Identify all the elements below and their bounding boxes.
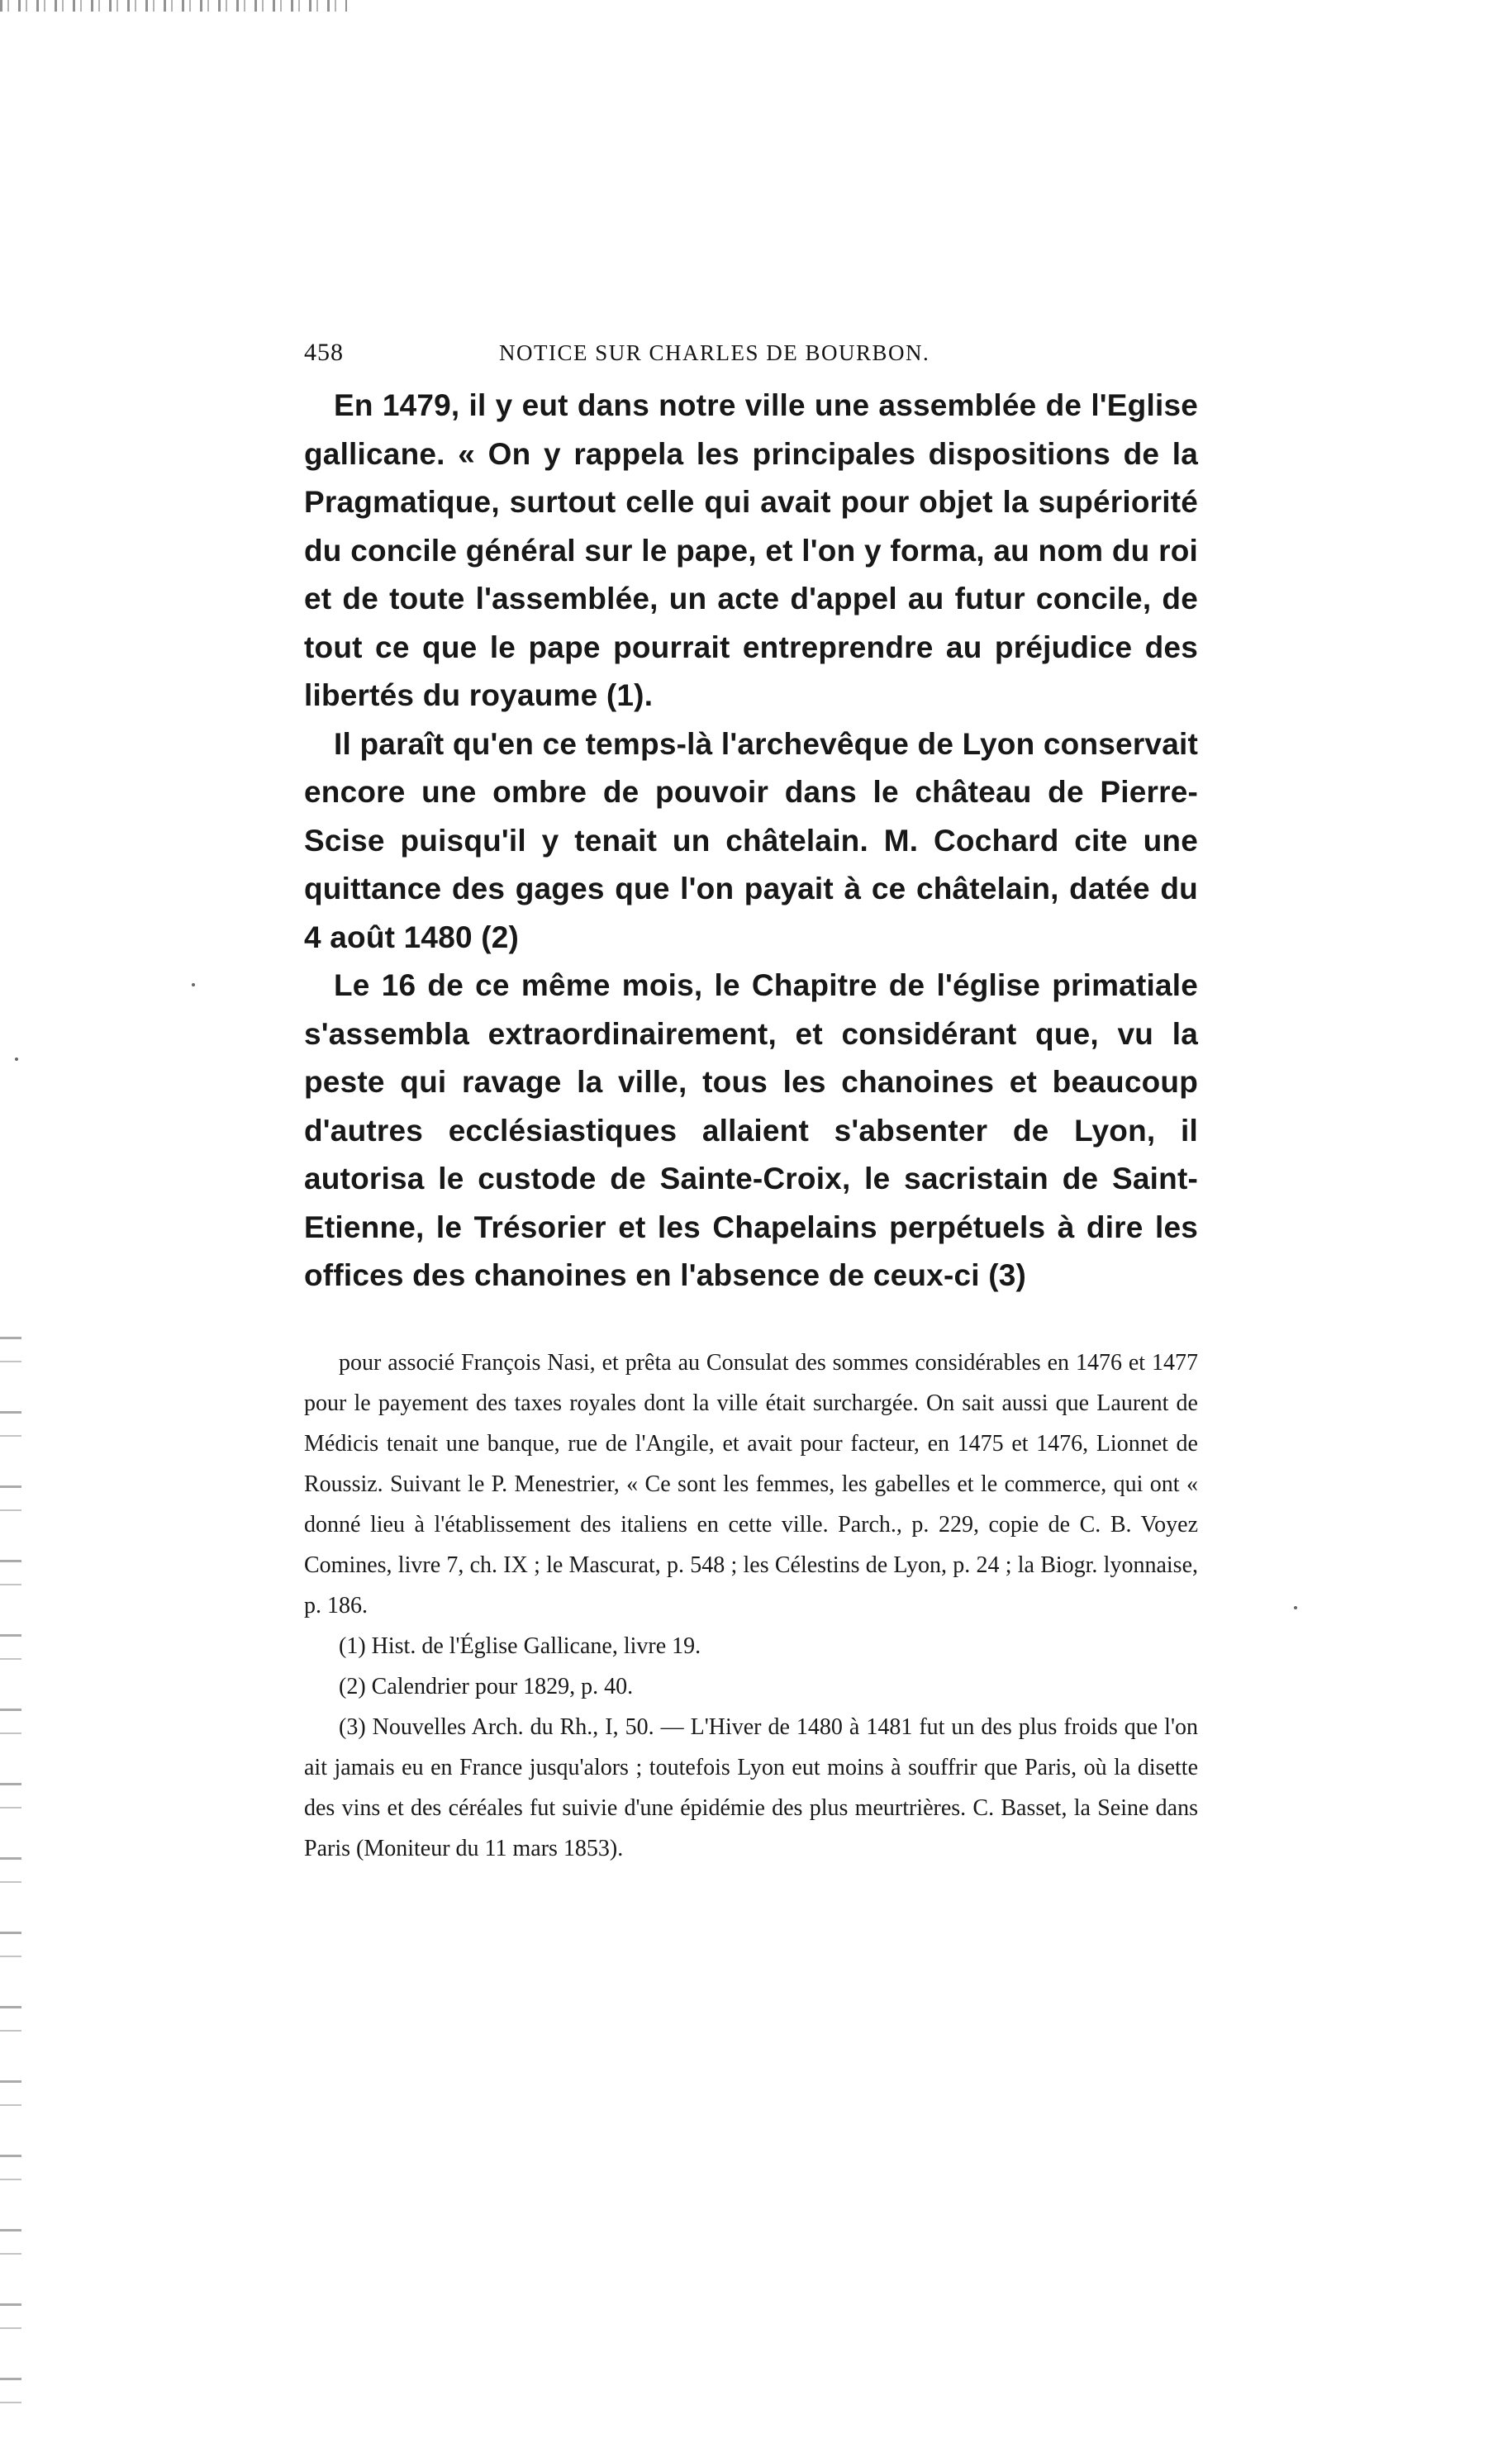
footnotes bbox=[304, 1343, 1198, 1869]
footnote-2: (2) Calendrier pour 1829, p. 40. bbox=[339, 1674, 634, 1699]
page-number: 458 bbox=[304, 339, 344, 366]
footnote-3: (3) Nouvelles Arch. du Rh., I, 50. — L'Hiver de 1480 à 1481 fut un des plus froids que l'on ait jamais eu en France jusqu'alors ; toutefois Lyon eut moins à souffrir que Paris, où la disette des vins et des céréales fut suivie d'une épidémie des plus meurtrières. C. Basset, la Seine dans Paris (Moniteur du 11 mars 1853). bbox=[304, 1714, 1198, 1861]
scan-noise-binding-edge bbox=[0, 1322, 21, 2429]
footnote-continuation: pour associé François Nasi, et prêta au Consulat des sommes considérables en 1476 et 1477 pour le payement des taxes royales dont la ville était surchargée. On sait aussi que Laurent de Médicis tenait une banque, rue de l'Angile, et avait pour facteur, en 1475 et 1476, Lionnet de Roussiz. Suivant le P. Menestrier, « Ce sont les femmes, les gabelles et le commerce, qui ont « donné lieu à l'établissement des italiens en cette ville. Parch., p. 229, copie de C. B. Voyez Comines, livre 7, ch. IX ; le Mascurat, p. 548 ; les Célestins de Lyon, p. 24 ; la Biogr. lyonnaise, p. 186. bbox=[304, 1350, 1198, 1618]
paragraph: Le 16 de ce même mois, le Chapitre de l'église primatiale s'assembla extraordinairement, et considérant que, vu la peste qui ravage la ville, tous les chanoines et beaucoup d'autres ecclésiastiques allaient s'absenter de Lyon, il autorisa le custode de Sainte-Croix, le sacristain de Saint-Etienne, le Trésorier et les Chapelains perpétuels à dire les offices des chanoines en l'absence de ceux-ci (3) bbox=[304, 968, 1198, 1292]
paragraph: Il paraît qu'en ce temps-là l'archevêque de Lyon conservait encore une ombre de pouvoir dans le château de Pierre-Scise puisqu'il y tenait un châtelain. M. Cochard cite une quittance des gages que l'on payait à ce châtelain, datée du 4 août 1480 (2) bbox=[304, 726, 1198, 954]
scan-speck bbox=[192, 983, 195, 986]
footnote-1: (1) Hist. de l'Église Gallicane, livre 19. bbox=[339, 1633, 701, 1659]
scan-noise-top bbox=[0, 0, 347, 12]
running-head bbox=[304, 339, 1213, 372]
paragraph: En 1479, il y eut dans notre ville une assemblée de l'Eglise gallicane. « On y rappela les principales dispositions de la Pragmatique, surtout celle qui avait pour objet la supériorité du concile général sur le pape, et l'on y forma, au nom du roi et de toute l'assemblée, un acte d'appel au futur concile, de tout ce que le pape pourrait entreprendre au préjudice des libertés du royaume (1). bbox=[304, 388, 1198, 712]
scan-speck bbox=[15, 1058, 18, 1061]
main-text bbox=[304, 382, 1198, 1300]
page-title: NOTICE SUR CHARLES DE BOURBON. bbox=[499, 340, 930, 365]
scan-speck bbox=[1294, 1606, 1297, 1609]
